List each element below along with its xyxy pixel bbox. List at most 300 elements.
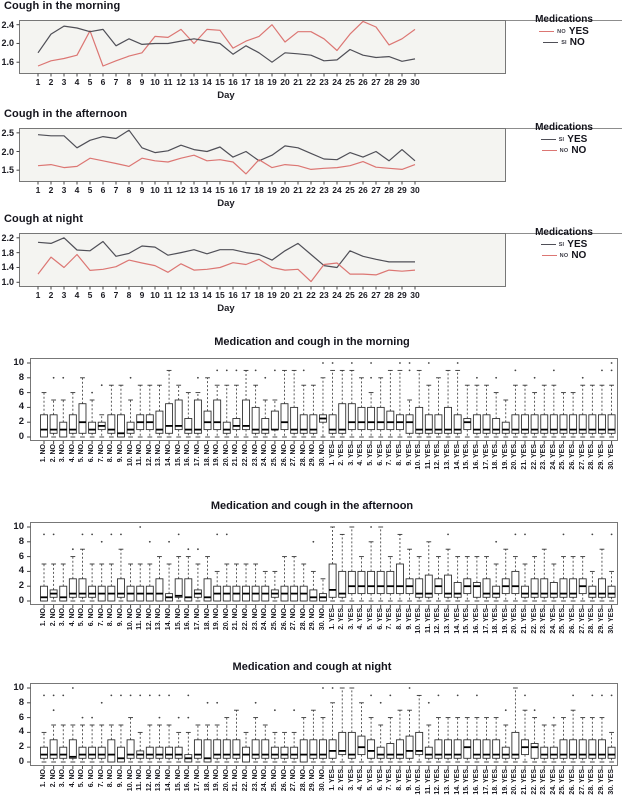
iqr-box	[329, 564, 336, 597]
y-tick-label: 6	[18, 711, 24, 723]
outlier-dot	[428, 702, 430, 704]
iqr-box	[89, 422, 96, 433]
x-tick-label: 26	[358, 290, 368, 300]
box-category-label: 10. NO	[126, 608, 134, 631]
x-tick-label: 24	[332, 185, 342, 195]
outlier-dot	[62, 377, 64, 379]
outlier-dot	[312, 541, 314, 543]
plot-frame	[20, 129, 506, 182]
x-tick-label: 10	[150, 290, 160, 300]
legend-title: Medications	[535, 14, 593, 25]
x-tick-label: 1	[35, 290, 41, 300]
iqr-box	[493, 586, 500, 597]
line-plot-svg	[15, 128, 511, 186]
box-category-label: 20. YES	[511, 769, 519, 795]
box-category-label: 13. YES	[444, 769, 452, 795]
iqr-box	[41, 586, 48, 601]
outlier-dot	[159, 717, 161, 719]
outlier-dot	[457, 695, 459, 697]
box-category-label: 16. NO	[184, 444, 192, 467]
box-category-label: 8. NO	[107, 608, 115, 627]
x-tick-label: 25	[345, 185, 355, 195]
outlier-dot	[457, 362, 459, 364]
x-tick-label: 1	[35, 185, 41, 195]
iqr-box	[598, 740, 605, 759]
box-category-label: 15. YES	[463, 444, 471, 470]
outlier-dot	[534, 377, 536, 379]
iqr-box	[522, 415, 529, 434]
x-tick-label: 24	[332, 290, 342, 300]
iqr-box	[117, 579, 124, 598]
outlier-dot	[370, 362, 372, 364]
x-tick-label: 7	[113, 185, 119, 195]
box-category-label: 5. YES	[367, 444, 375, 466]
box-category-label: 2. NO	[49, 444, 57, 463]
iqr-box	[560, 415, 567, 434]
x-tick-label: 2	[48, 290, 54, 300]
x-tick-label: 3	[61, 185, 67, 195]
y-tick-label: 0	[18, 756, 24, 767]
x-tick-label: 22	[306, 185, 316, 195]
x-tick-label: 17	[241, 185, 251, 195]
box-category-label: 21. NO	[232, 444, 240, 467]
box-category-label: 20. YES	[511, 608, 519, 634]
box-category-label: 10. NO	[126, 769, 134, 792]
box-category-label: 12. NO	[145, 608, 153, 631]
outlier-dot	[187, 548, 189, 550]
box-category-label: 27. NO	[290, 608, 298, 631]
chart-title: Medication and cough at night	[232, 661, 392, 673]
box-category-label: 8. NO	[107, 769, 115, 788]
x-axis-label: Day	[217, 90, 235, 101]
x-tick-label: 20	[280, 77, 290, 87]
iqr-box	[406, 415, 413, 434]
iqr-box	[512, 415, 519, 434]
outlier-dot	[91, 717, 93, 719]
x-tick-label: 29	[397, 290, 407, 300]
box-category-label: 7. NO	[97, 608, 105, 627]
outlier-dot	[226, 534, 228, 536]
box-category-label: 30. YES	[607, 444, 615, 470]
box-category-label: 3. NO	[59, 769, 67, 788]
iqr-box	[550, 747, 557, 758]
box-category-label: 8. NO	[107, 444, 115, 463]
box-category-label: 17. YES	[482, 608, 490, 634]
iqr-box	[146, 747, 153, 758]
outlier-dot	[178, 534, 180, 536]
box-category-label: 27. NO	[290, 444, 298, 467]
x-tick-label: 30	[410, 290, 420, 300]
box-category-label: 7. NO	[97, 444, 105, 463]
box-category-label: 11. YES	[424, 444, 432, 470]
outlier-dot	[370, 377, 372, 379]
box-chart-morning	[0, 330, 624, 482]
outlier-dot	[495, 377, 497, 379]
outlier-dot	[130, 377, 132, 379]
box-category-label: 17. YES	[482, 769, 490, 795]
outlier-dot	[110, 534, 112, 536]
x-tick-label: 24	[332, 77, 342, 87]
box-category-label: 19. NO	[213, 444, 221, 467]
y-tick-label: 1.8	[1, 247, 14, 258]
legend-label: YES	[568, 26, 589, 37]
x-tick-label: 5	[87, 77, 93, 87]
box-category-label: 4. YES	[357, 608, 365, 630]
iqr-box	[464, 740, 471, 759]
x-tick-label: 7	[113, 77, 119, 87]
y-tick-label: 2.2	[1, 232, 14, 243]
box-category-label: 1. YES	[328, 444, 336, 466]
box-category-label: 22. YES	[530, 608, 538, 634]
x-tick-label: 27	[371, 77, 381, 87]
box-category-label: 19. YES	[501, 608, 509, 634]
outlier-dot	[524, 534, 526, 536]
x-tick-label: 21	[293, 77, 303, 87]
y-tick-label: 2.5	[1, 127, 14, 138]
x-tick-label: 21	[293, 290, 303, 300]
iqr-box	[50, 415, 57, 434]
box-category-label: 28. YES	[588, 769, 596, 795]
outlier-dot	[476, 377, 478, 379]
outlier-dot	[322, 687, 324, 689]
box-category-label: 1. NO	[40, 444, 47, 463]
x-tick-label: 7	[113, 290, 119, 300]
box-category-label: 4. YES	[357, 444, 365, 466]
iqr-box	[598, 415, 605, 434]
box-category-label: 9. YES	[405, 769, 413, 791]
outlier-dot	[447, 534, 449, 536]
x-tick-label: 28	[384, 185, 394, 195]
legend-key: SI	[558, 136, 565, 143]
x-tick-label: 25	[345, 77, 355, 87]
x-tick-label: 6	[100, 185, 106, 195]
x-tick-label: 3	[61, 77, 67, 87]
y-tick-label: 8	[18, 535, 24, 547]
outlier-dot	[524, 695, 526, 697]
iqr-box	[387, 744, 394, 759]
iqr-box	[194, 400, 201, 433]
outlier-dot	[149, 541, 151, 543]
legend-key: SI	[561, 39, 567, 46]
box-category-label: 4. YES	[357, 769, 365, 791]
box-category-label: 14. NO	[165, 608, 173, 631]
iqr-box	[214, 740, 221, 759]
box-category-label: 19. NO	[213, 769, 221, 792]
box-category-label: 15. YES	[463, 769, 471, 795]
x-tick-label: 1	[35, 77, 41, 87]
y-tick-label: 2	[18, 416, 24, 428]
x-tick-label: 19	[267, 185, 277, 195]
outlier-dot	[409, 687, 411, 689]
iqr-box	[396, 740, 403, 759]
x-tick-label: 23	[319, 185, 329, 195]
outlier-dot	[601, 695, 603, 697]
x-tick-label: 12	[176, 290, 186, 300]
outlier-dot	[62, 695, 64, 697]
box-category-label: 9. NO	[116, 769, 124, 788]
box-category-label: 24. YES	[549, 444, 557, 470]
y-tick-label: 10	[13, 682, 24, 693]
box-category-label: 5. YES	[367, 769, 375, 791]
y-tick-label: 0	[18, 431, 24, 442]
x-tick-label: 29	[397, 185, 407, 195]
box-category-label: 24. YES	[549, 769, 557, 795]
iqr-box	[69, 415, 76, 434]
box-category-label: 27. YES	[578, 769, 586, 795]
box-category-label: 23. NO	[251, 769, 259, 792]
outlier-dot	[495, 541, 497, 543]
iqr-box	[531, 415, 538, 434]
outlier-dot	[591, 695, 593, 697]
x-tick-label: 2	[48, 185, 54, 195]
y-tick-label: 4	[18, 401, 24, 413]
outlier-dot	[572, 695, 574, 697]
box-category-label: 21. YES	[521, 444, 528, 470]
box-category-label: 23. NO	[251, 608, 259, 631]
box-category-label: 24. YES	[549, 608, 557, 634]
box-category-label: 9. NO	[116, 444, 124, 463]
x-tick-label: 20	[280, 290, 290, 300]
iqr-box	[512, 571, 519, 593]
x-tick-label: 17	[241, 290, 251, 300]
box-category-label: 16. NO	[184, 769, 192, 792]
box-category-label: 23. YES	[540, 769, 548, 795]
box-category-label: 12. NO	[145, 769, 153, 792]
box-category-label: 16. YES	[472, 769, 480, 795]
x-tick-label: 16	[228, 185, 238, 195]
box-category-label: 16. YES	[472, 444, 480, 470]
legend	[508, 122, 620, 156]
iqr-box	[271, 411, 278, 430]
box-category-label: 24. NO	[261, 608, 269, 631]
iqr-box	[387, 411, 394, 430]
y-tick-label: 2	[18, 580, 24, 592]
box-category-label: 5. NO	[78, 444, 86, 463]
outlier-dot	[389, 695, 391, 697]
box-category-label: 25. YES	[559, 608, 567, 634]
x-tick-label: 21	[293, 185, 303, 195]
outlier-dot	[601, 370, 603, 372]
iqr-box	[377, 571, 384, 593]
outlier-dot	[130, 695, 132, 697]
iqr-box	[560, 579, 567, 598]
x-tick-label: 18	[254, 290, 264, 300]
box-category-label: 24. NO	[261, 769, 269, 792]
iqr-box	[541, 415, 548, 434]
iqr-box	[502, 747, 509, 758]
iqr-box	[358, 736, 365, 755]
plot-frame	[20, 21, 506, 74]
outlier-dot	[207, 702, 209, 704]
iqr-box	[454, 415, 461, 434]
box-category-label: 6. NO	[88, 444, 96, 463]
outlier-dot	[216, 534, 218, 536]
box-category-label: 30. YES	[607, 769, 615, 795]
box-category-label: 27. YES	[578, 608, 586, 634]
box-category-label: 26. NO	[280, 769, 288, 792]
iqr-box	[522, 586, 529, 597]
box-category-label: 16. NO	[184, 608, 192, 631]
box-category-label: 2. YES	[338, 608, 346, 630]
outlier-dot	[236, 370, 238, 372]
x-tick-label: 2	[48, 77, 54, 87]
box-category-label: 22. YES	[530, 769, 538, 795]
x-tick-label: 19	[267, 77, 277, 87]
outlier-dot	[226, 370, 228, 372]
iqr-box	[204, 411, 211, 430]
x-tick-label: 10	[150, 185, 160, 195]
box-category-label: 19. YES	[501, 444, 509, 470]
box-category-label: 30. NO	[318, 444, 326, 467]
iqr-box	[156, 747, 163, 758]
x-tick-label: 17	[241, 77, 251, 87]
outlier-dot	[370, 526, 372, 528]
iqr-box	[358, 407, 365, 429]
box-category-label: 5. NO	[78, 608, 86, 627]
legend-key: SI	[558, 241, 565, 248]
iqr-box	[223, 422, 230, 433]
x-tick-label: 28	[384, 77, 394, 87]
box-category-label: 21. YES	[521, 769, 528, 795]
iqr-box	[300, 415, 307, 434]
box-category-label: 20. NO	[222, 769, 230, 792]
line-chart-afternoon	[0, 108, 624, 213]
box-category-label: 10. YES	[415, 444, 423, 470]
box-category-label: 11. YES	[424, 769, 432, 795]
box-category-label: 20. YES	[511, 444, 519, 470]
x-tick-label: 15	[215, 290, 225, 300]
x-tick-label: 8	[126, 77, 132, 87]
box-category-label: 29. NO	[309, 444, 317, 467]
outlier-dot	[101, 541, 103, 543]
line-plot-svg	[15, 20, 511, 78]
legend-line-swatch	[541, 244, 556, 245]
iqr-box	[589, 415, 596, 434]
x-tick-label: 8	[126, 290, 132, 300]
legend-entry	[508, 145, 620, 156]
outlier-dot	[428, 362, 430, 364]
iqr-box	[598, 579, 605, 598]
iqr-box	[252, 740, 259, 759]
iqr-box	[329, 740, 336, 759]
x-tick-label: 9	[139, 185, 145, 195]
outlier-dot	[370, 695, 372, 697]
legend-label: NO	[569, 37, 585, 48]
legend-line-swatch	[542, 255, 557, 256]
outlier-dot	[187, 717, 189, 719]
outlier-dot	[53, 377, 55, 379]
iqr-box	[194, 740, 201, 759]
x-tick-label: 4	[74, 185, 80, 195]
iqr-box	[281, 747, 288, 758]
x-tick-label: 27	[371, 185, 381, 195]
iqr-box	[435, 415, 442, 434]
x-tick-label: 6	[100, 290, 106, 300]
x-tick-label: 9	[139, 77, 145, 87]
outlier-dot	[303, 370, 305, 372]
iqr-box	[416, 579, 423, 598]
box-category-label: 18. NO	[203, 608, 211, 631]
x-tick-label: 14	[202, 185, 212, 195]
outlier-dot	[110, 695, 112, 697]
iqr-box	[41, 415, 48, 437]
box-category-label: 26. YES	[569, 608, 577, 634]
iqr-box	[60, 747, 67, 758]
x-tick-label: 22	[306, 77, 316, 87]
iqr-box	[127, 740, 134, 759]
x-tick-label: 22	[306, 290, 316, 300]
box-category-label: 28. NO	[299, 769, 307, 792]
box-category-label: 7. YES	[386, 608, 394, 630]
x-tick-label: 11	[163, 77, 173, 87]
box-category-label: 12. YES	[434, 769, 442, 795]
box-plot-svg	[26, 683, 624, 773]
box-category-label: 28. NO	[299, 608, 307, 631]
iqr-box	[79, 579, 86, 598]
iqr-box	[89, 747, 96, 758]
x-tick-label: 27	[371, 290, 381, 300]
iqr-box	[579, 415, 586, 434]
legend-label: YES	[567, 239, 588, 250]
outlier-dot	[611, 370, 613, 372]
outlier-dot	[82, 717, 84, 719]
outlier-dot	[409, 370, 411, 372]
iqr-box	[310, 740, 317, 759]
box-category-label: 18. YES	[492, 769, 500, 795]
box-category-label: 3. YES	[347, 769, 355, 791]
iqr-box	[550, 415, 557, 434]
box-category-label: 20. NO	[222, 444, 230, 467]
y-tick-label: 4	[18, 565, 24, 577]
iqr-box	[473, 740, 480, 759]
iqr-box	[387, 571, 394, 593]
box-category-label: 1. NO	[40, 769, 47, 788]
iqr-box	[348, 404, 355, 430]
iqr-box	[454, 740, 461, 759]
iqr-box	[166, 404, 173, 434]
outlier-dot	[216, 702, 218, 704]
box-category-label: 10. YES	[415, 608, 423, 634]
iqr-box	[233, 740, 240, 759]
iqr-box	[166, 747, 173, 758]
iqr-box	[50, 740, 57, 759]
box-category-label: 25. NO	[270, 608, 278, 631]
y-tick-label: 1.4	[1, 262, 14, 273]
iqr-box	[319, 740, 326, 759]
y-tick-label: 1.0	[1, 277, 14, 288]
iqr-box	[435, 740, 442, 759]
outlier-dot	[611, 695, 613, 697]
box-category-label: 15. NO	[174, 769, 182, 792]
box-category-label: 29. NO	[309, 608, 317, 631]
x-tick-label: 13	[189, 77, 199, 87]
iqr-box	[541, 579, 548, 598]
box-category-label: 3. YES	[347, 608, 355, 630]
x-tick-label: 18	[254, 185, 264, 195]
x-tick-label: 5	[87, 185, 93, 195]
x-tick-label: 3	[61, 290, 67, 300]
x-axis-label: Day	[217, 303, 235, 314]
legend-line-swatch	[542, 150, 557, 151]
chart-title: Cough in the morning	[4, 0, 121, 12]
iqr-box	[89, 586, 96, 597]
box-category-label: 14. YES	[453, 444, 461, 470]
box-category-label: 11. NO	[136, 608, 144, 630]
iqr-box	[262, 419, 269, 434]
box-category-label: 7. YES	[386, 444, 394, 466]
outlier-dot	[168, 695, 170, 697]
box-category-label: 21. YES	[521, 608, 528, 634]
